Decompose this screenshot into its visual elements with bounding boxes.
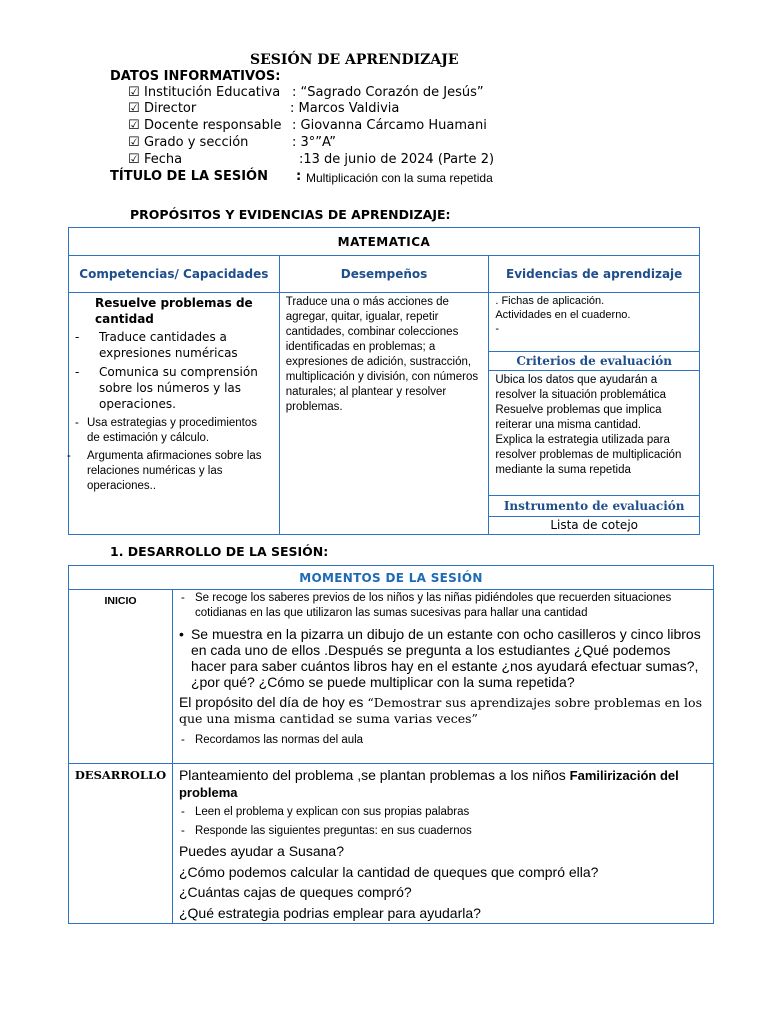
evidencia-item: . Fichas de aplicación. xyxy=(495,295,605,307)
inicio-item: - Recordamos las normas del aula xyxy=(180,734,364,746)
checkbox-icon: ☑ xyxy=(128,152,140,167)
info-label: Docente responsable xyxy=(144,118,282,133)
evidencias-list xyxy=(489,293,699,338)
info-row-director xyxy=(128,101,196,116)
desarrollo-item: - Leen el problema y explican con sus propias palabras xyxy=(180,806,470,818)
instrumento-label: Instrumento de evaluación xyxy=(489,495,699,516)
col-competencias: Competencias/ Capacidades xyxy=(69,256,280,293)
evidencia-item: - xyxy=(495,323,500,335)
capacidad-item: - Traduce cantidades a expresiones numéricas xyxy=(75,330,238,360)
momentos-table xyxy=(68,565,714,924)
inicio-item-text: Se recoge los saberes previos de los niños y las niñas pidiéndoles que recuerden situaciones cotidianas en las que utilizaron las sumas sucesivas para hallar una cantidad xyxy=(194,592,672,619)
proposito-text xyxy=(179,694,707,727)
inicio-bullet xyxy=(179,626,707,690)
proposito-prefix: El propósito del día de hoy es xyxy=(178,694,368,710)
matematica-table xyxy=(68,227,700,535)
inicio-item-text: Recordamos las normas del aula xyxy=(194,734,364,746)
criterio-item: Ubica los datos que ayudarán a resolver la situación problemática xyxy=(495,374,667,401)
inicio-content xyxy=(172,590,713,764)
bullet-icon: • xyxy=(178,626,184,642)
info-value: : 3°”A” xyxy=(292,135,337,150)
instrumento-value: Lista de cotejo xyxy=(489,516,699,534)
pregunta-item: Puedes ayudar a Susana? xyxy=(178,843,344,859)
session-title-value: Multiplicación con la suma repetida xyxy=(306,171,493,185)
pregunta-item: ¿Cuántas cajas de queques compró? xyxy=(178,884,412,900)
competencia-title: Resuelve problemas de cantidad xyxy=(95,296,253,326)
info-row-institucion xyxy=(128,85,280,100)
planteamiento-prefix: Planteamiento del problema ,se plantan problemas a los niños xyxy=(178,767,570,783)
inicio-item: - Se recoge los saberes previos de los niños y las niñas pidiéndoles que recuerden situaciones cotidianas en las que utilizaron las sumas sucesivas para hallar una cantidad xyxy=(180,592,672,619)
table-header: MATEMATICA xyxy=(69,228,700,256)
session-title-label: TÍTULO DE LA SESIÓN xyxy=(110,169,268,184)
info-value: : “Sagrado Corazón de Jesús” xyxy=(292,85,484,100)
capacidad-item: - Argumenta afirmaciones sobre las relaciones numéricas y las operaciones.. xyxy=(67,450,262,492)
checkbox-icon: ☑ xyxy=(128,101,140,116)
info-row-fecha xyxy=(128,152,182,167)
info-label: Institución Educativa xyxy=(144,85,281,100)
planteamiento-text xyxy=(179,767,707,801)
momentos-header: MOMENTOS DE LA SESIÓN xyxy=(69,566,714,590)
capacidad-item: - Usa estrategias y procedimientos de estimación y cálculo. xyxy=(75,417,258,444)
checkbox-icon: ☑ xyxy=(128,85,140,100)
criterio-item: Resuelve problemas que implica reiterar una misma cantidad. xyxy=(495,404,662,431)
planteamiento-bold: Familirización del problema xyxy=(178,768,679,800)
info-row-docente xyxy=(128,118,281,133)
checkbox-icon: ☑ xyxy=(128,118,140,133)
info-label: Fecha xyxy=(144,152,183,167)
info-value: : Marcos Valdivia xyxy=(290,101,400,116)
info-label: Director xyxy=(144,101,197,116)
propositos-label: PROPÓSITOS Y EVIDENCIAS DE APRENDIZAJE: xyxy=(130,207,451,222)
competencias-cell xyxy=(69,293,280,535)
col-desempenos: Desempeños xyxy=(279,256,489,293)
desarrollo-content xyxy=(172,764,713,924)
desempeno-cell: Traduce una o más acciones de agregar, quitar, igualar, repetir cantidades, combinar colecciones identificadas en problemas; a expresiones de adición, sustracción, multiplicación y división, con números naturales; al plantear y resolver problemas. xyxy=(279,293,489,535)
desarrollo-item-text: Leen el problema y explican con sus propias palabras xyxy=(194,806,470,818)
info-value: : Giovanna Cárcamo Huamani xyxy=(292,118,487,133)
capacidad-text: Traduce cantidades a expresiones numéricas xyxy=(99,330,238,360)
capacidad-text: Argumenta afirmaciones sobre las relaciones numéricas y las operaciones.. xyxy=(87,450,262,492)
capacidad-text: Comunica su comprensión sobre los números y las operaciones. xyxy=(99,365,258,411)
capacidad-item: - Comunica su comprensión sobre los números y las operaciones. xyxy=(75,365,258,411)
evidencias-cell xyxy=(489,293,700,535)
criterios-label: Criterios de evaluación xyxy=(489,351,699,371)
desarrollo-label: DESARROLLO xyxy=(69,764,173,924)
inicio-label: INICIO xyxy=(69,590,173,764)
capacidad-text: Usa estrategias y procedimientos de estimación y cálculo. xyxy=(87,417,258,444)
checkbox-icon: ☑ xyxy=(128,135,140,150)
datos-informativos-label: DATOS INFORMATIVOS: xyxy=(110,69,281,84)
criterio-item: Explica la estrategia utilizada para resolver problemas de multiplicación mediante la suma repetida xyxy=(495,434,682,476)
evidencia-item: Actividades en el cuaderno. xyxy=(495,309,631,321)
desarrollo-item-text: Responde las siguientes preguntas: en sus cuadernos xyxy=(194,825,472,837)
desarrollo-section-label: 1. DESARROLLO DE LA SESIÓN: xyxy=(110,544,329,559)
pregunta-item: ¿Qué estrategia podrias emplear para ayudarla? xyxy=(178,904,481,921)
criterios-list xyxy=(489,371,699,495)
pregunta-item: ¿Cómo podemos calcular la cantidad de queques que compró ella? xyxy=(178,863,599,880)
desarrollo-item: - Responde las siguientes preguntas: en sus cuadernos xyxy=(180,825,472,837)
info-label: Grado y sección xyxy=(144,135,249,150)
info-value: :13 de junio de 2024 (Parte 2) xyxy=(299,152,495,167)
proposito-quote: “Demostrar sus aprendizajes sobre problemas en los que una misma cantidad se suma varias veces” xyxy=(178,695,702,726)
preguntas-list xyxy=(179,841,707,923)
col-evidencias: Evidencias de aprendizaje xyxy=(489,256,700,293)
inicio-bullet-text: Se muestra en la pizarra un dibujo de un estante con ocho casilleros y cinco libros en cada uno de ellos .Después se pregunta a los estudiantes ¿Qué podemos hacer para saber cuántos libros hay en el estante ¿nos ayudará efectuar sumas?, ¿por qué? ¿Cómo se puede multiplicar con la suma repetida? xyxy=(190,626,701,690)
info-row-grado xyxy=(128,135,248,150)
session-title-colon: : xyxy=(296,169,302,184)
page-title: SESIÓN DE APRENDIZAJE xyxy=(250,52,459,68)
